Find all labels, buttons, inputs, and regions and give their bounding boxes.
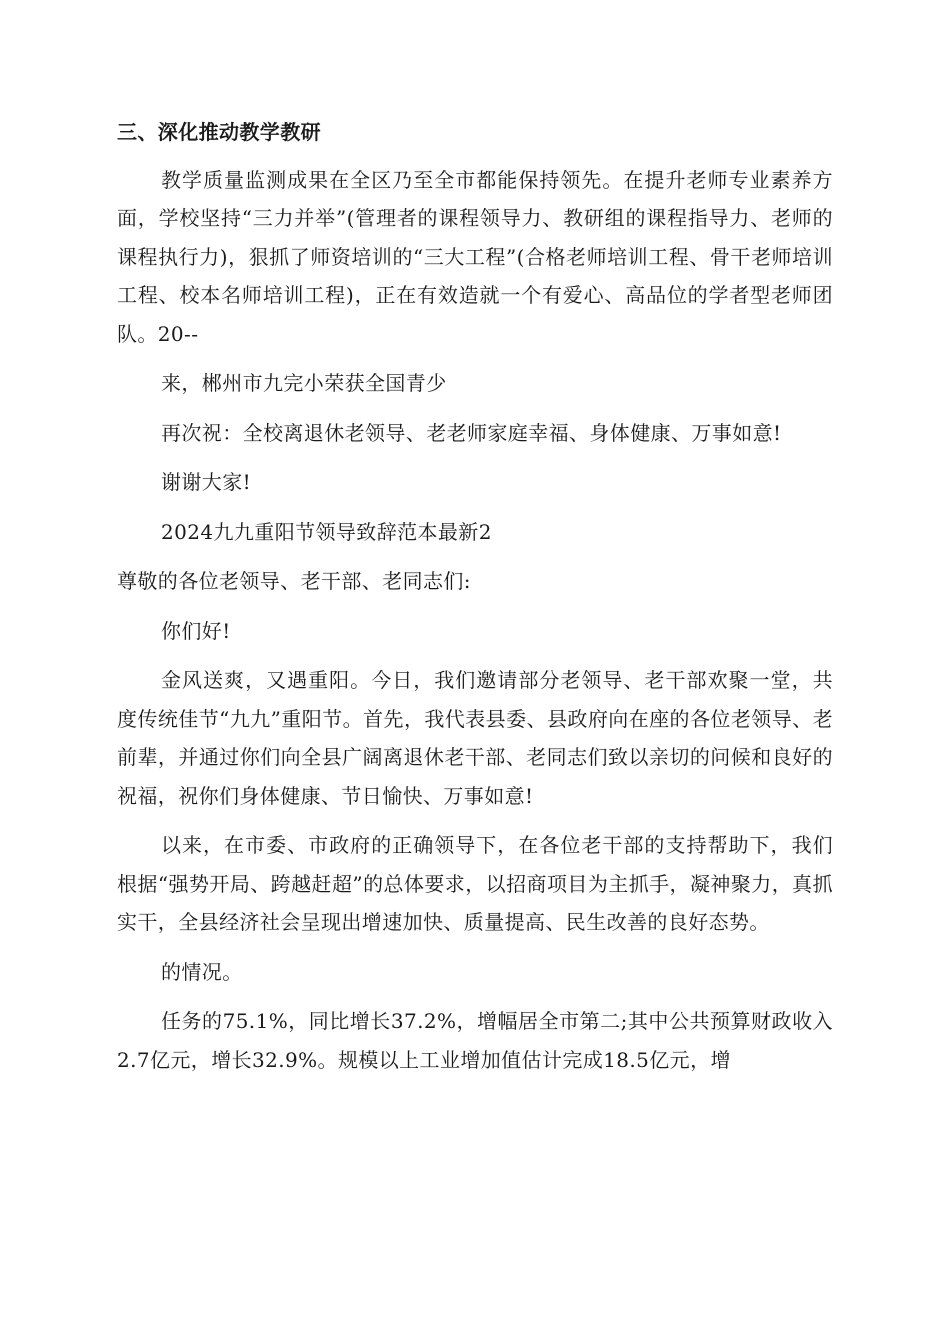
salutation: 尊敬的各位老领导、老干部、老同志们:: [117, 569, 471, 593]
paragraph-statistics: 任务的75.1%，同比增长37.2%，增幅居全市第二;其中公共预算财政收入2.7亿元，增长32.9%。规模以上工业增加值估计完成18.5亿元，增: [117, 1009, 833, 1072]
paragraph-greeting: 你们好!: [161, 618, 231, 643]
paragraph-development: 以来，在市委、市政府的正确领导下，在各位老干部的支持帮助下，我们根据“强势开局、跨越赶超”的总体要求，以招商项目为主抓手，凝神聚力，真抓实干，全县经济社会呈现出增速加快、质量提高、民生改善的良好态势。: [117, 833, 833, 934]
document-body: [117, 113, 833, 1090]
paragraph-award: 来，郴州市九完小荣获全国青少: [161, 371, 447, 395]
paragraph-festival: 金风送爽，又遇重阳。今日，我们邀请部分老领导、老干部欢聚一堂，共度传统佳节“九九”重阳节。首先，我代表县委、县政府向在座的各位老领导、老前辈，并通过你们向全县广阔离退休老干部、老同志们致以亲切的问候和良好的祝福，祝你们身体健康、节日愉快、万事如意!: [117, 668, 833, 808]
paragraph-situation: 的情况。: [161, 959, 243, 984]
paragraph-wishes: 再次祝：全校离退休老领导、老老师家庭幸福、身体健康、万事如意!: [161, 420, 782, 445]
paragraph-teaching-quality: 教学质量监测成果在全区乃至全市都能保持领先。在提升老师专业素养方面，学校坚持“三力并举”(管理者的课程领导力、教研组的课程指导力、老师的课程执行力)，狠抓了师资培训的“三大工程”(合格老师培训工程、骨干老师培训工程、校本名师培训工程)，正在有效造就一个有爱心、高品位的学者型老师团队。20--: [117, 167, 833, 346]
speech-title: 2024九九重阳节领导致辞范本最新2: [161, 519, 492, 544]
paragraph-thanks: 谢谢大家!: [161, 470, 252, 494]
section-heading: 三、深化推动教学教研: [117, 120, 321, 144]
